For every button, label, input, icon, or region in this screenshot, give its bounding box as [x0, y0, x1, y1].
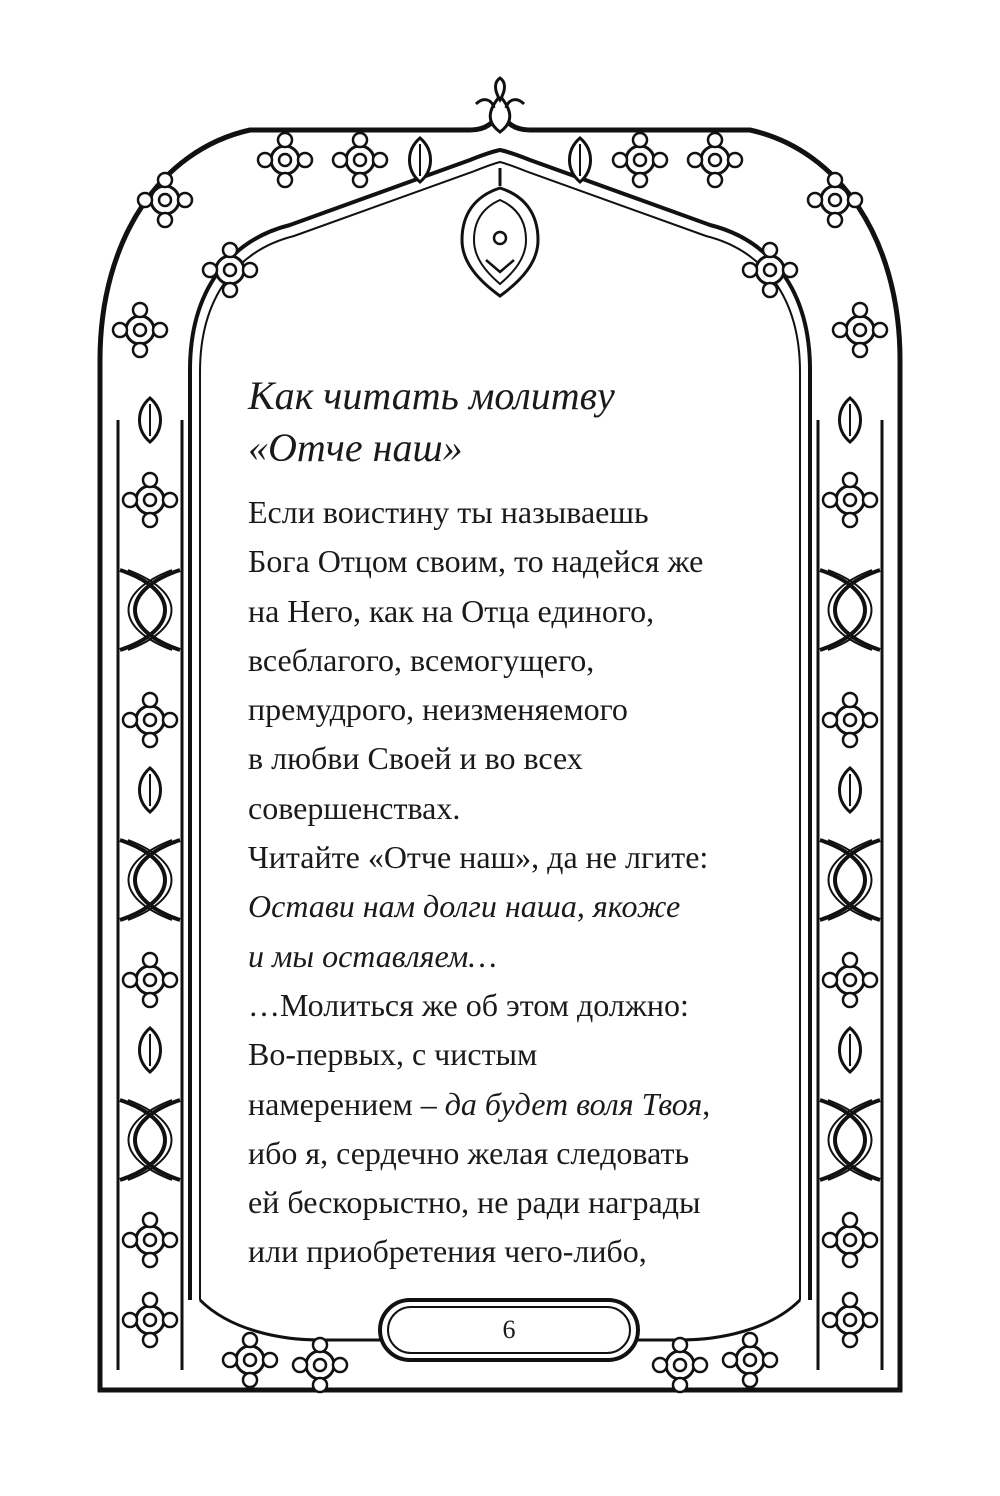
body-text-run: , — [702, 1085, 711, 1122]
body-line: премудрого, неизменяемого — [248, 691, 628, 728]
body-text-run: намерением – — [248, 1085, 445, 1122]
body-line: на Него, как на Отца единого, — [248, 592, 655, 629]
title-line-2: «Отче наш» — [248, 425, 463, 470]
quoted-prayer-run: да будет воля Твоя — [444, 1085, 703, 1122]
body-line: всеблагого, всемогущего, — [248, 641, 595, 678]
body-line: или приобретения чего-либо, — [248, 1233, 647, 1270]
page-number: 6 — [502, 1315, 516, 1344]
body-line: совершенствах. — [248, 789, 461, 826]
body-line: Во-первых, с чистым — [248, 1036, 538, 1073]
body-line: ей бескорыстно, не ради награды — [248, 1184, 701, 1221]
title-line-1: Как читать молитву — [248, 373, 615, 418]
body-line: ибо я, сердечно желая следовать — [248, 1134, 690, 1171]
text-block — [248, 370, 788, 1277]
page-title — [248, 370, 788, 474]
quoted-prayer-line: Остави нам долги наша, якоже — [248, 888, 681, 925]
body-line: Читайте «Отче наш», да не лгите: — [248, 839, 709, 876]
body-line: Бога Отцом своим, то надейся же — [248, 543, 704, 580]
body-text — [248, 488, 788, 1277]
body-line: …Молиться же об этом должно: — [248, 986, 689, 1023]
quoted-prayer-line: и мы оставляем… — [248, 937, 497, 974]
body-line-mixed — [248, 1080, 788, 1129]
body-line: Если воистину ты называешь — [248, 494, 649, 530]
body-line: в любви Своей и во всех — [248, 740, 583, 777]
